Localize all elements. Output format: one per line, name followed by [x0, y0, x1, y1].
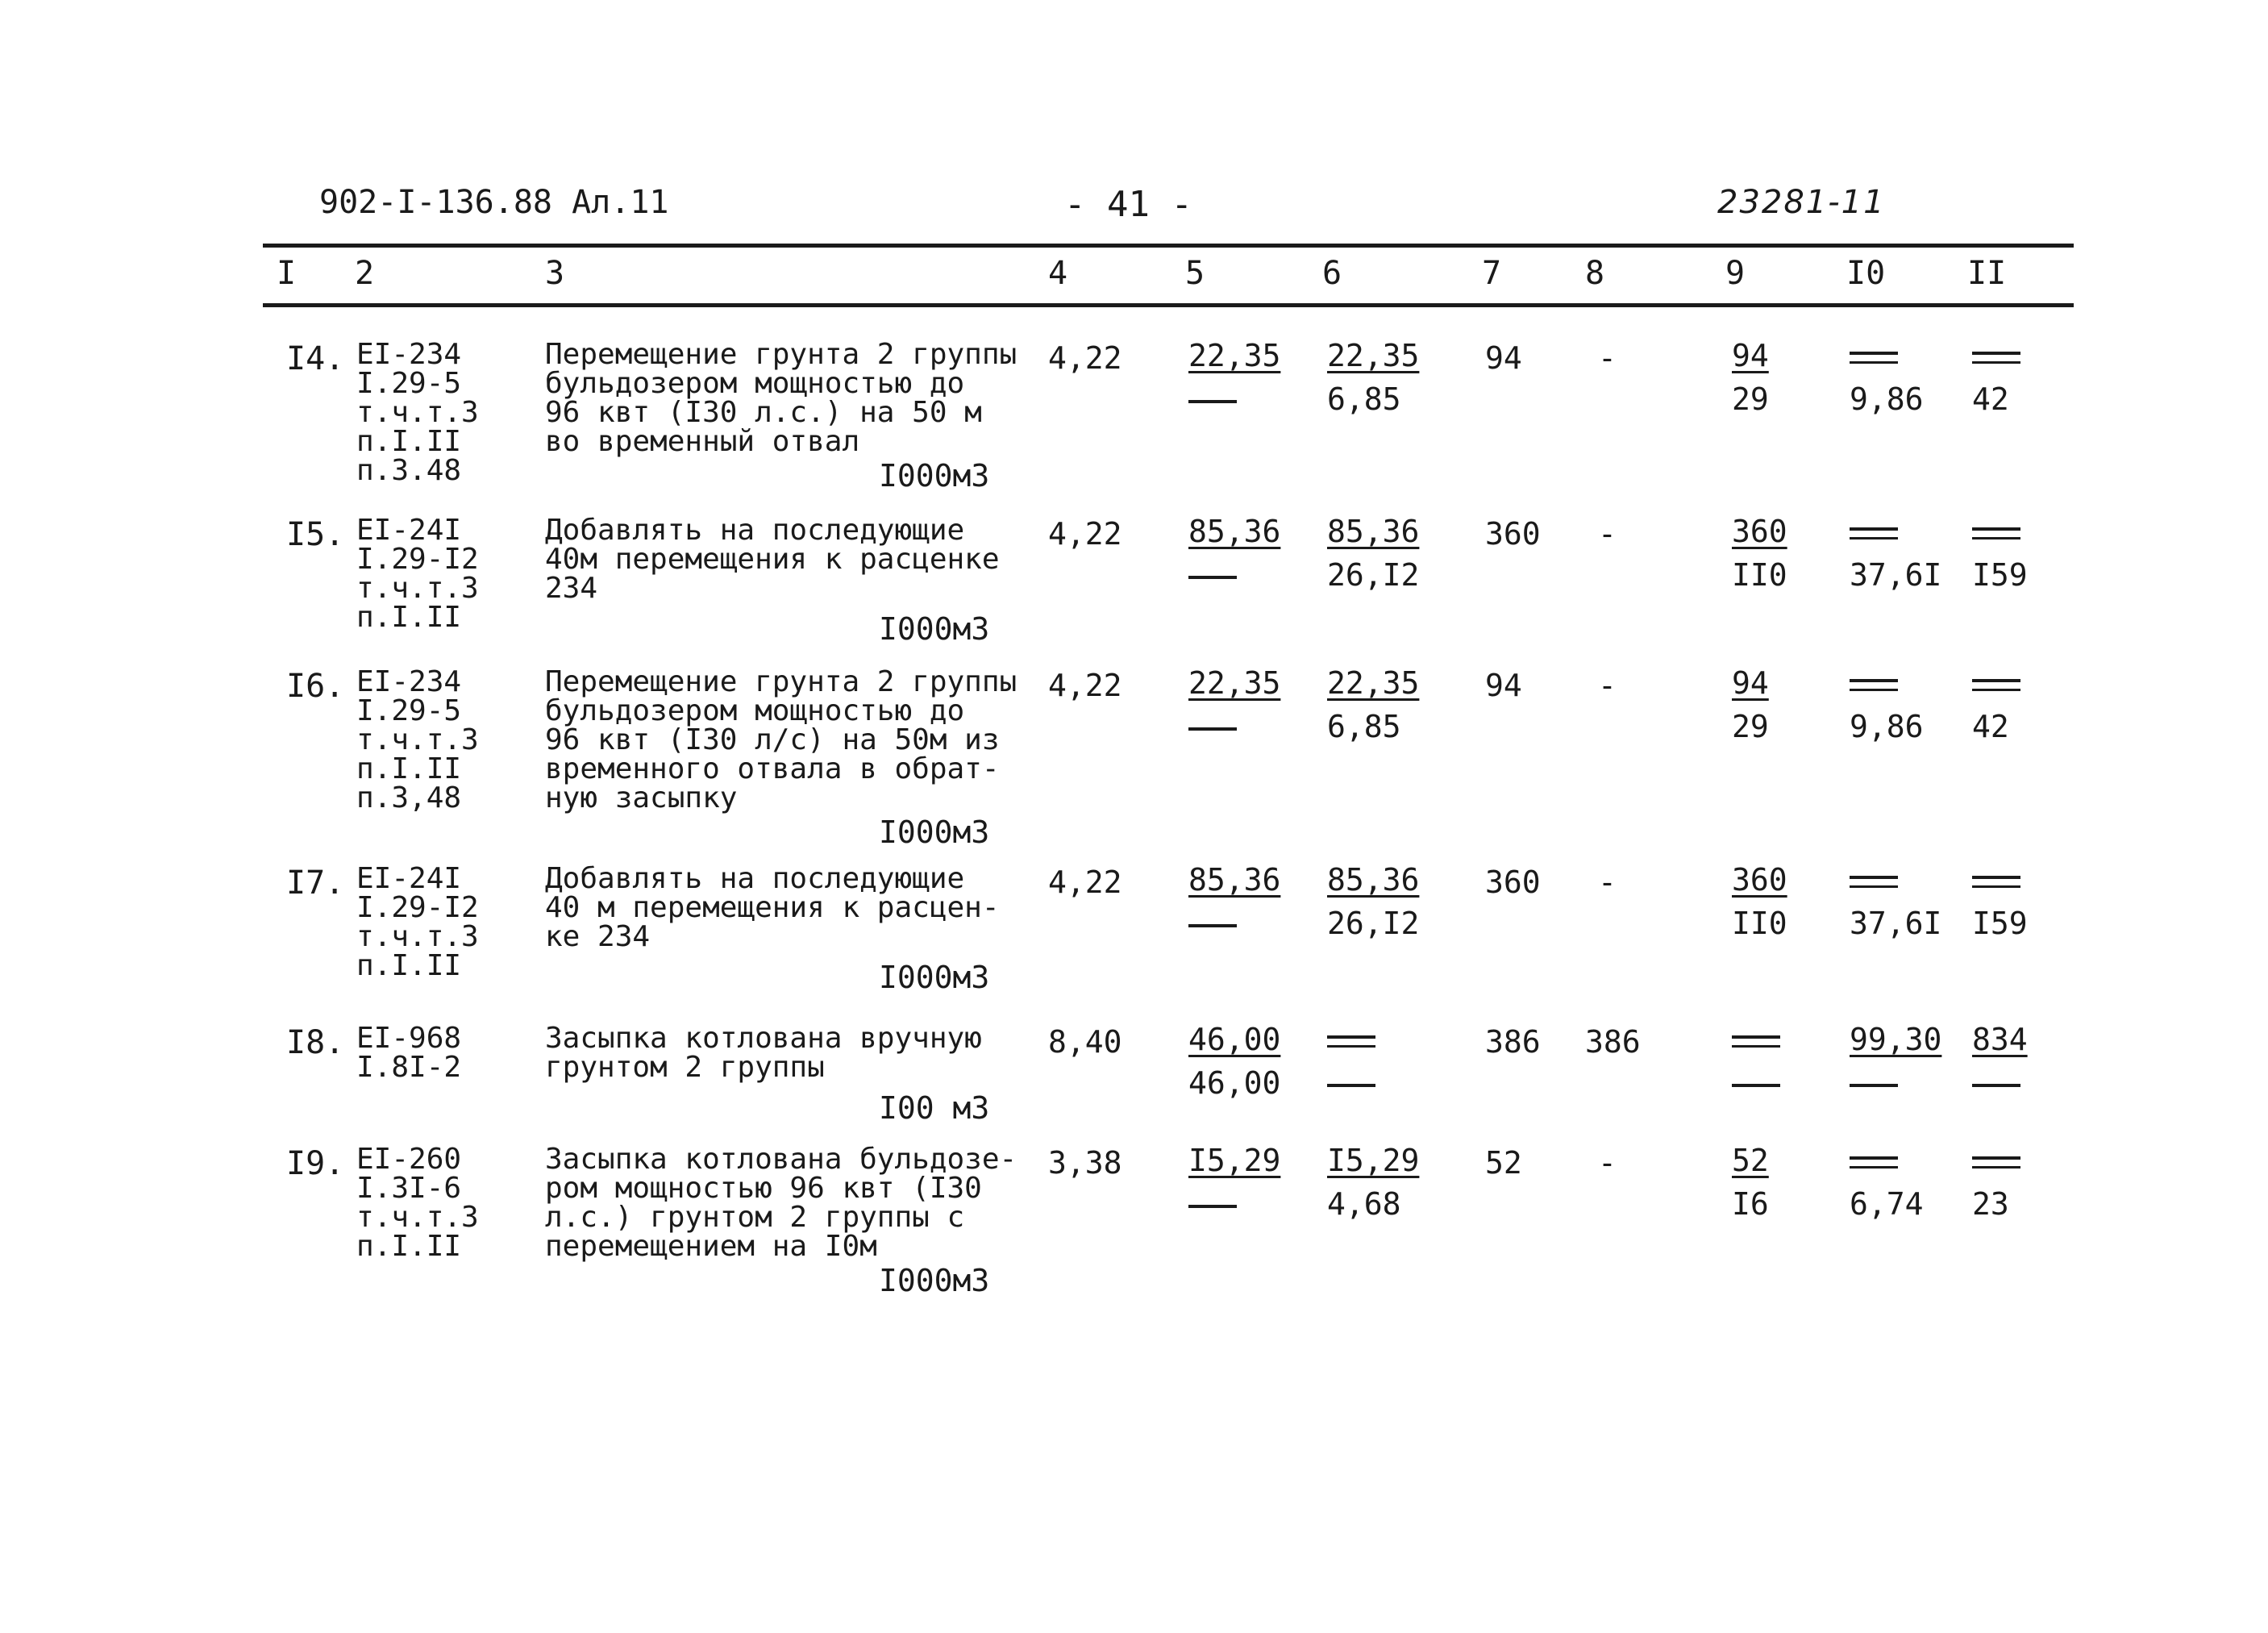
row-col10-denominator: 37,6I: [1850, 557, 1942, 593]
column-header-7: 7: [1482, 255, 1502, 292]
row-col6: [1327, 514, 1420, 593]
row-col6-denominator: 26,I2: [1327, 906, 1420, 941]
row-col11-denominator: I59: [1972, 557, 2028, 593]
row-col10: [1850, 516, 1942, 593]
row-codes: EI-234 I.29-5 т.ч.т.3 п.I.II п.3,48: [356, 665, 479, 814]
row-description: Засыпка котлована вручную грунтом 2 группы: [545, 1022, 982, 1084]
row-col10: [1850, 1024, 1941, 1098]
row-col11: [1972, 668, 2020, 742]
row-col11: [1972, 864, 2028, 939]
row-col9-denominator: 29: [1732, 709, 1769, 744]
row-col11-denominator: 42: [1972, 381, 2009, 417]
row-col10-numerator: [1850, 864, 1941, 895]
row-col11: [1972, 1024, 2028, 1098]
table-top-rule: [263, 244, 2074, 248]
row-col10: [1850, 864, 1941, 939]
row-col5: [1188, 1145, 1280, 1219]
row-col9-denominator: II0: [1732, 557, 1787, 593]
row-col6: [1327, 1143, 1420, 1222]
row-col11-numerator: [1972, 516, 2028, 547]
row-col9-numerator: [1732, 1024, 1780, 1055]
row-description: Добавлять на последующие 40 м перемещения к расцен- ке 234: [545, 862, 1000, 953]
row-col10-numerator: [1850, 1145, 1924, 1176]
row-col9: [1732, 665, 1780, 744]
row-description: Перемещение грунта 2 группы бульдозером мощностью до 96 квт (I30 л.с.) на 50 м во временный отвал: [545, 338, 1017, 458]
row-col9-numerator: 94: [1732, 338, 1769, 373]
table-header-rule: [263, 303, 2074, 307]
row-col9: [1732, 338, 1780, 417]
row-col5-denominator: 46,00: [1188, 1065, 1281, 1101]
row-col11-denominator: 42: [1972, 709, 2009, 744]
row-col6-denominator: 6,85: [1327, 709, 1401, 744]
row-col11: [1972, 516, 2028, 593]
row-col6-denominator: 6,85: [1327, 381, 1401, 417]
row-codes: EI-24I I.29-I2 т.ч.т.3 п.I.II: [356, 514, 479, 634]
column-header-5: 5: [1185, 255, 1205, 292]
row-col6: [1327, 338, 1420, 417]
row-description: Добавлять на последующие 40м перемещения к расценке 234: [545, 514, 1000, 605]
row-col9: [1732, 1143, 1780, 1222]
row-col10-denominator: [1850, 1068, 1941, 1098]
row-number: I7.: [286, 864, 345, 902]
row-unit: I00 м3: [879, 1090, 990, 1126]
row-col11-denominator: 23: [1972, 1186, 2009, 1222]
row-col5: [1188, 665, 1281, 742]
row-col11: [1972, 1145, 2020, 1222]
row-col4: 4,22: [1048, 516, 1122, 552]
row-col10-numerator: 99,30: [1850, 1022, 1942, 1057]
row-col10-denominator: 9,86: [1850, 381, 1924, 417]
sheet-code: 23281-11: [1717, 184, 1886, 221]
row-col5-numerator: 85,36: [1188, 862, 1281, 898]
row-number: I5.: [286, 516, 345, 553]
row-col7: 52: [1485, 1145, 1522, 1181]
row-col5-numerator: 22,35: [1188, 338, 1281, 373]
row-col9: [1732, 1024, 1780, 1098]
doc-code: 902-I-136.88 Ал.11: [319, 184, 669, 221]
row-col8: 386: [1585, 1024, 1641, 1060]
row-col10-numerator: [1850, 340, 1924, 371]
row-col11: [1972, 340, 2020, 417]
row-col11-numerator: [1972, 864, 2028, 895]
row-col5-denominator: [1188, 384, 1280, 414]
row-col6-numerator: I5,29: [1327, 1143, 1420, 1178]
row-description: Засыпка котлована бульдозе- ром мощностью 96 квт (I30 л.с.) грунтом 2 группы с перемещением на I0м: [545, 1143, 1017, 1263]
row-col7: 360: [1485, 864, 1541, 900]
row-col7: 386: [1485, 1024, 1541, 1060]
page-number: - 41 -: [1064, 184, 1192, 225]
column-header-9: 9: [1725, 255, 1746, 292]
row-col9-numerator: 94: [1732, 665, 1769, 701]
row-col6: [1327, 1024, 1375, 1098]
row-unit: I000м3: [879, 458, 990, 494]
row-col8: -: [1598, 340, 1617, 376]
row-col4: 4,22: [1048, 864, 1122, 900]
column-header-1: I: [277, 255, 297, 292]
row-col10: [1850, 1145, 1924, 1222]
row-col6-numerator: 22,35: [1327, 338, 1420, 373]
row-col8: -: [1598, 1145, 1617, 1181]
row-col6-numerator: 85,36: [1327, 862, 1420, 898]
row-col6-denominator: 4,68: [1327, 1186, 1401, 1222]
row-col4: 3,38: [1048, 1145, 1122, 1181]
row-col6-denominator: [1327, 1068, 1375, 1098]
column-header-3: 3: [545, 255, 565, 292]
row-unit: I000м3: [879, 814, 990, 850]
row-col4: 4,22: [1048, 668, 1122, 703]
row-col10-denominator: 9,86: [1850, 709, 1924, 744]
column-header-6: 6: [1322, 255, 1342, 292]
row-col8: -: [1598, 668, 1617, 703]
row-col11-denominator: [1972, 1068, 2028, 1098]
row-col7: 94: [1485, 668, 1522, 703]
row-col10: [1850, 340, 1924, 417]
row-col11-numerator: [1972, 668, 2020, 698]
row-col4: 8,40: [1048, 1024, 1122, 1060]
row-col5-denominator: [1188, 1189, 1280, 1219]
row-col5-numerator: I5,29: [1188, 1143, 1281, 1178]
column-header-4: 4: [1048, 255, 1068, 292]
row-col5: [1188, 1022, 1281, 1101]
row-col5-denominator: [1188, 711, 1280, 742]
row-description: Перемещение грунта 2 группы бульдозером мощностью до 96 квт (I30 л/с) на 50м из временного отвала в обрат- ную засыпку: [545, 665, 1017, 814]
row-col5-numerator: 46,00: [1188, 1022, 1281, 1057]
row-col9-numerator: 52: [1732, 1143, 1769, 1178]
row-col9: [1732, 514, 1787, 593]
row-col6: [1327, 665, 1420, 744]
row-codes: EI-24I I.29-I2 т.ч.т.3 п.I.II: [356, 862, 479, 982]
row-col6: [1327, 864, 1419, 939]
row-col5: [1188, 340, 1280, 414]
row-col10-numerator: [1850, 516, 1941, 547]
row-number: I8.: [286, 1024, 345, 1061]
column-header-2: 2: [355, 255, 375, 292]
row-col9-denominator: I6: [1732, 1186, 1769, 1222]
row-number: I6.: [286, 668, 345, 705]
column-header-11: II: [1967, 255, 2007, 292]
row-col10: [1850, 668, 1924, 742]
column-header-8: 8: [1585, 255, 1605, 292]
row-col9-denominator: 29: [1732, 381, 1769, 417]
row-col9-numerator: 360: [1732, 514, 1787, 549]
row-col9: [1732, 864, 1787, 939]
row-number: I9.: [286, 1145, 345, 1182]
row-col5-numerator: 22,35: [1188, 665, 1281, 701]
row-unit: I000м3: [879, 611, 990, 647]
row-col10-denominator: 6,74: [1850, 1186, 1924, 1222]
row-col6-numerator: [1327, 1024, 1375, 1055]
row-col7: 360: [1485, 516, 1541, 552]
row-col11-numerator: [1972, 1145, 2020, 1176]
row-col5-numerator: 85,36: [1188, 514, 1281, 549]
row-col6-denominator: 26,I2: [1327, 557, 1420, 593]
row-col6-numerator: 85,36: [1327, 514, 1420, 549]
row-col9-denominator: [1732, 1068, 1780, 1098]
row-col11-numerator: [1972, 340, 2020, 371]
row-col8: -: [1598, 516, 1617, 552]
row-col10-denominator: 37,6I: [1850, 906, 1942, 941]
row-unit: I000м3: [879, 1263, 990, 1298]
row-codes: EI-260 I.3I-6 т.ч.т.3 п.I.II: [356, 1143, 479, 1263]
row-col5: [1188, 516, 1280, 590]
row-col10-numerator: [1850, 668, 1924, 698]
row-col9-denominator: II0: [1732, 906, 1787, 941]
row-col4: 4,22: [1048, 340, 1122, 376]
row-col5-denominator: [1188, 908, 1280, 939]
row-codes: EI-234 I.29-5 т.ч.т.3 п.I.II п.3.48: [356, 338, 479, 487]
row-number: I4.: [286, 340, 345, 377]
row-col11-denominator: I59: [1972, 906, 2028, 941]
row-col8: -: [1598, 864, 1617, 900]
row-col6-numerator: 22,35: [1327, 665, 1420, 701]
row-codes: EI-968 I.8I-2: [356, 1022, 462, 1084]
column-header-10: I0: [1846, 255, 1886, 292]
row-col11-numerator: 834: [1972, 1022, 2028, 1057]
row-col7: 94: [1485, 340, 1522, 376]
row-col5-denominator: [1188, 560, 1280, 590]
row-unit: I000м3: [879, 960, 990, 995]
row-col5: [1188, 864, 1280, 939]
row-col9-numerator: 360: [1732, 862, 1787, 898]
